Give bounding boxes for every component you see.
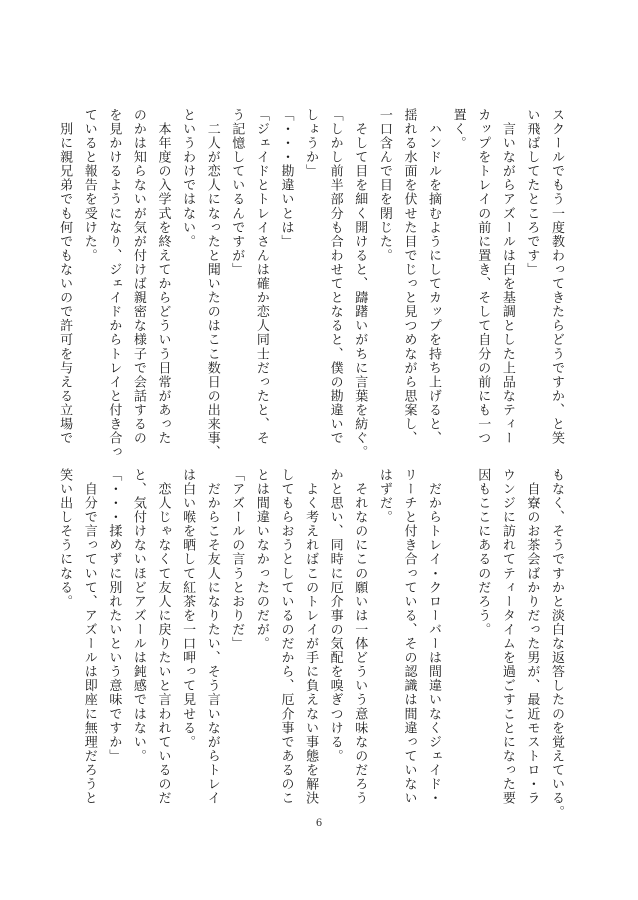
text-column: 揺れる水面を伏せた目でじっと見つめながら思案し、 xyxy=(401,108,417,446)
text-column: を見かけるようになり、ジェイドからトレイと付き合っ xyxy=(106,108,122,460)
text-column: スクールでもう一度教わってきたらどうですか、と笑 xyxy=(549,108,564,446)
text-column: 恋人じゃなくて友人に戻りたいと言われているのだ xyxy=(155,468,171,806)
text-column: 置く。 xyxy=(450,108,466,151)
text-column: う記憶しているんですが」 xyxy=(229,108,245,277)
text-column: よく考えればこのトレイが手に負えない事態を解決 xyxy=(303,468,319,806)
text-block-upper xyxy=(57,108,568,460)
text-column: はずだ。 xyxy=(376,468,392,525)
text-column: だからトレイ・クローバーは間違いなくジェイド・ xyxy=(426,468,442,806)
text-column: カップをトレイの前に置き、そして自分の前にも一つ xyxy=(475,108,491,446)
text-column: 一口含んで目を閉じた。 xyxy=(376,108,392,263)
text-column: してもらおうとしているのだから、厄介事であるのこ xyxy=(278,468,294,806)
text-column: そして目を細く開けると、躊躇いがちに言葉を紡ぐ。 xyxy=(352,108,368,460)
text-column: リーチと付き合っている、その認識は間違っていない xyxy=(401,468,417,806)
text-column: は白い喉を晒して紅茶を一口呷って見せる。 xyxy=(180,468,196,749)
text-column: のかは知らないが気が付けば親密な様子で会話するの xyxy=(130,108,146,446)
text-column: 二人が恋人になったと聞いたのはここ数日の出来事、 xyxy=(204,108,220,460)
text-column: 言いながらアズールは白を基調とした上品なティー xyxy=(499,108,515,446)
text-column: 笑い出しそうになる。 xyxy=(57,468,73,609)
page-number: 6 xyxy=(315,818,323,829)
text-column: ていると報告を受けた。 xyxy=(81,108,97,263)
text-column: 自寮のお茶会ばかりだった男が、最近モストロ・ラ xyxy=(524,468,540,806)
text-column: とは間違いなかったのだが。 xyxy=(253,468,269,651)
text-column: ハンドルを摘むようにしてカップを持ち上げると、 xyxy=(426,108,442,446)
text-column xyxy=(445,468,470,808)
text-column: 「アズールの言うとおりだ」 xyxy=(229,468,245,651)
text-column: 因もここにあるのだろう。 xyxy=(475,468,491,637)
text-column: もなく、そうですかと淡白な返答したのを覚えている。 xyxy=(549,468,564,820)
text-column: というわけではない。 xyxy=(180,108,196,249)
text-column: しょうか」 xyxy=(303,108,319,179)
text-column: 自分で言っていて、アズールは即座に無理だろうと xyxy=(81,468,97,806)
text-column: それなのにこの願いは一体どういう意味なのだろう xyxy=(352,468,368,806)
text-column: と、気付けないほどアズールは鈍感ではない。 xyxy=(130,468,146,764)
text-column: 「・・・揉めずに別れたいという意味ですか」 xyxy=(106,468,122,764)
text-block-lower xyxy=(57,468,568,820)
text-column: 「ジェイドとトレイさんは確か恋人同士だったと、そ xyxy=(253,108,269,446)
text-column: ウンジに訪れてティータイムを過ごすことになった要 xyxy=(499,468,515,806)
text-column: 「・・・勘違いとは」 xyxy=(278,108,294,249)
text-column: 本年度の入学式を終えてからどういう日常があった xyxy=(155,108,171,446)
text-column: 別に親兄弟でも何でもないので許可を与える立場で xyxy=(57,108,73,446)
text-column: だからこそ友人になりたい、そう言いながらトレイ xyxy=(204,468,220,806)
text-column: い飛ばしてたところです」 xyxy=(524,108,540,277)
text-column: 「しかし前半部分も合わせてとなると、僕の勘違いで xyxy=(327,108,343,446)
text-column: かと思い、同時に厄介事の気配を嗅ぎつける。 xyxy=(327,468,343,764)
